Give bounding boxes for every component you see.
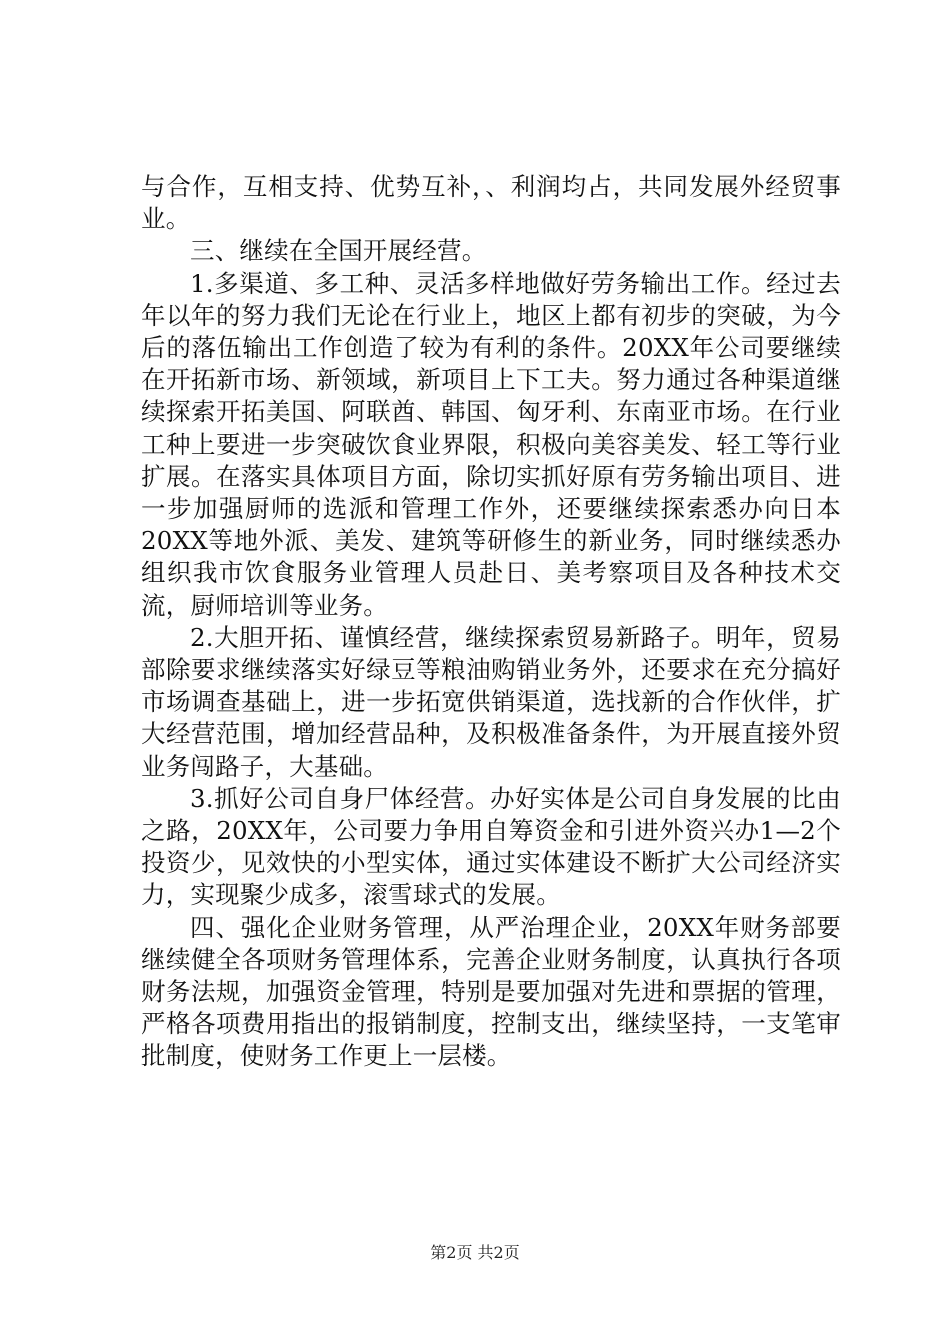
page-number-footer: 第2页 共2页 <box>430 1243 520 1262</box>
section-heading-three: 三、继续在全国开展经营。 <box>190 236 487 266</box>
paragraph-item-3: 3.抓好公司自身尸体经营。办好实体是公司自身发展的比由之路，20XX年，公司要力争用自筹资金和引进外资兴办1—2个投资少，见效快的小型实体，通过实体建设不断扩大公司经济实力，实现聚少成多，滚雪球式的发展。 <box>141 783 841 910</box>
section-four-paragraph: 四、强化企业财务管理，从严治理企业，20XX年财务部要继续健全各项财务管理体系，完善企业财务制度，认真执行各项财务法规，加强资金管理，特别是要加强对先进和票据的管理，严格各项费用指出的报销制度，控制支出，继续坚持，一支笔审批制度，使财务工作更上一层楼。 <box>141 912 841 1071</box>
document-body <box>141 171 841 1073</box>
paragraph-item-1: 1.多渠道、多工种、灵活多样地做好劳务输出工作。经过去年以年的努力我们无论在行业上，地区上都有初步的突破，为今后的落伍输出工作创造了较为有利的条件。20XX年公司要继续在开拓新市场、新领域，新项目上下工夫。努力通过各种渠道继续探索开拓美国、阿联酋、韩国、匈牙利、东南亚市场。在行业工种上要进一步突破饮食业界限，积极向美容美发、轻工等行业扩展。在落实具体项目方面，除切实抓好原有劳务输出项目、进一步加强厨师的选派和管理工作外，还要继续探索悉办向日本20XX等地外派、美发、建筑等研修生的新业务，同时继续悉办组织我市饮食服务业管理人员赴日、美考察项目及各种技术交流，厨师培训等业务。 <box>141 268 841 620</box>
paragraph-item-2: 2.大胆开拓、谨慎经营，继续探索贸易新路子。明年，贸易部除要求继续落实好绿豆等粮油购销业务外，还要求在充分搞好市场调查基础上，进一步拓宽供销渠道，选找新的合作伙伴，扩大经营范围，增加经营品种，及积极准备条件，为开展直接外贸业务闯路子，大基础。 <box>141 622 841 781</box>
paragraph-continuation: 与合作，互相支持、优势互补，、利润均占，共同发展外经贸事业。 <box>141 172 841 234</box>
